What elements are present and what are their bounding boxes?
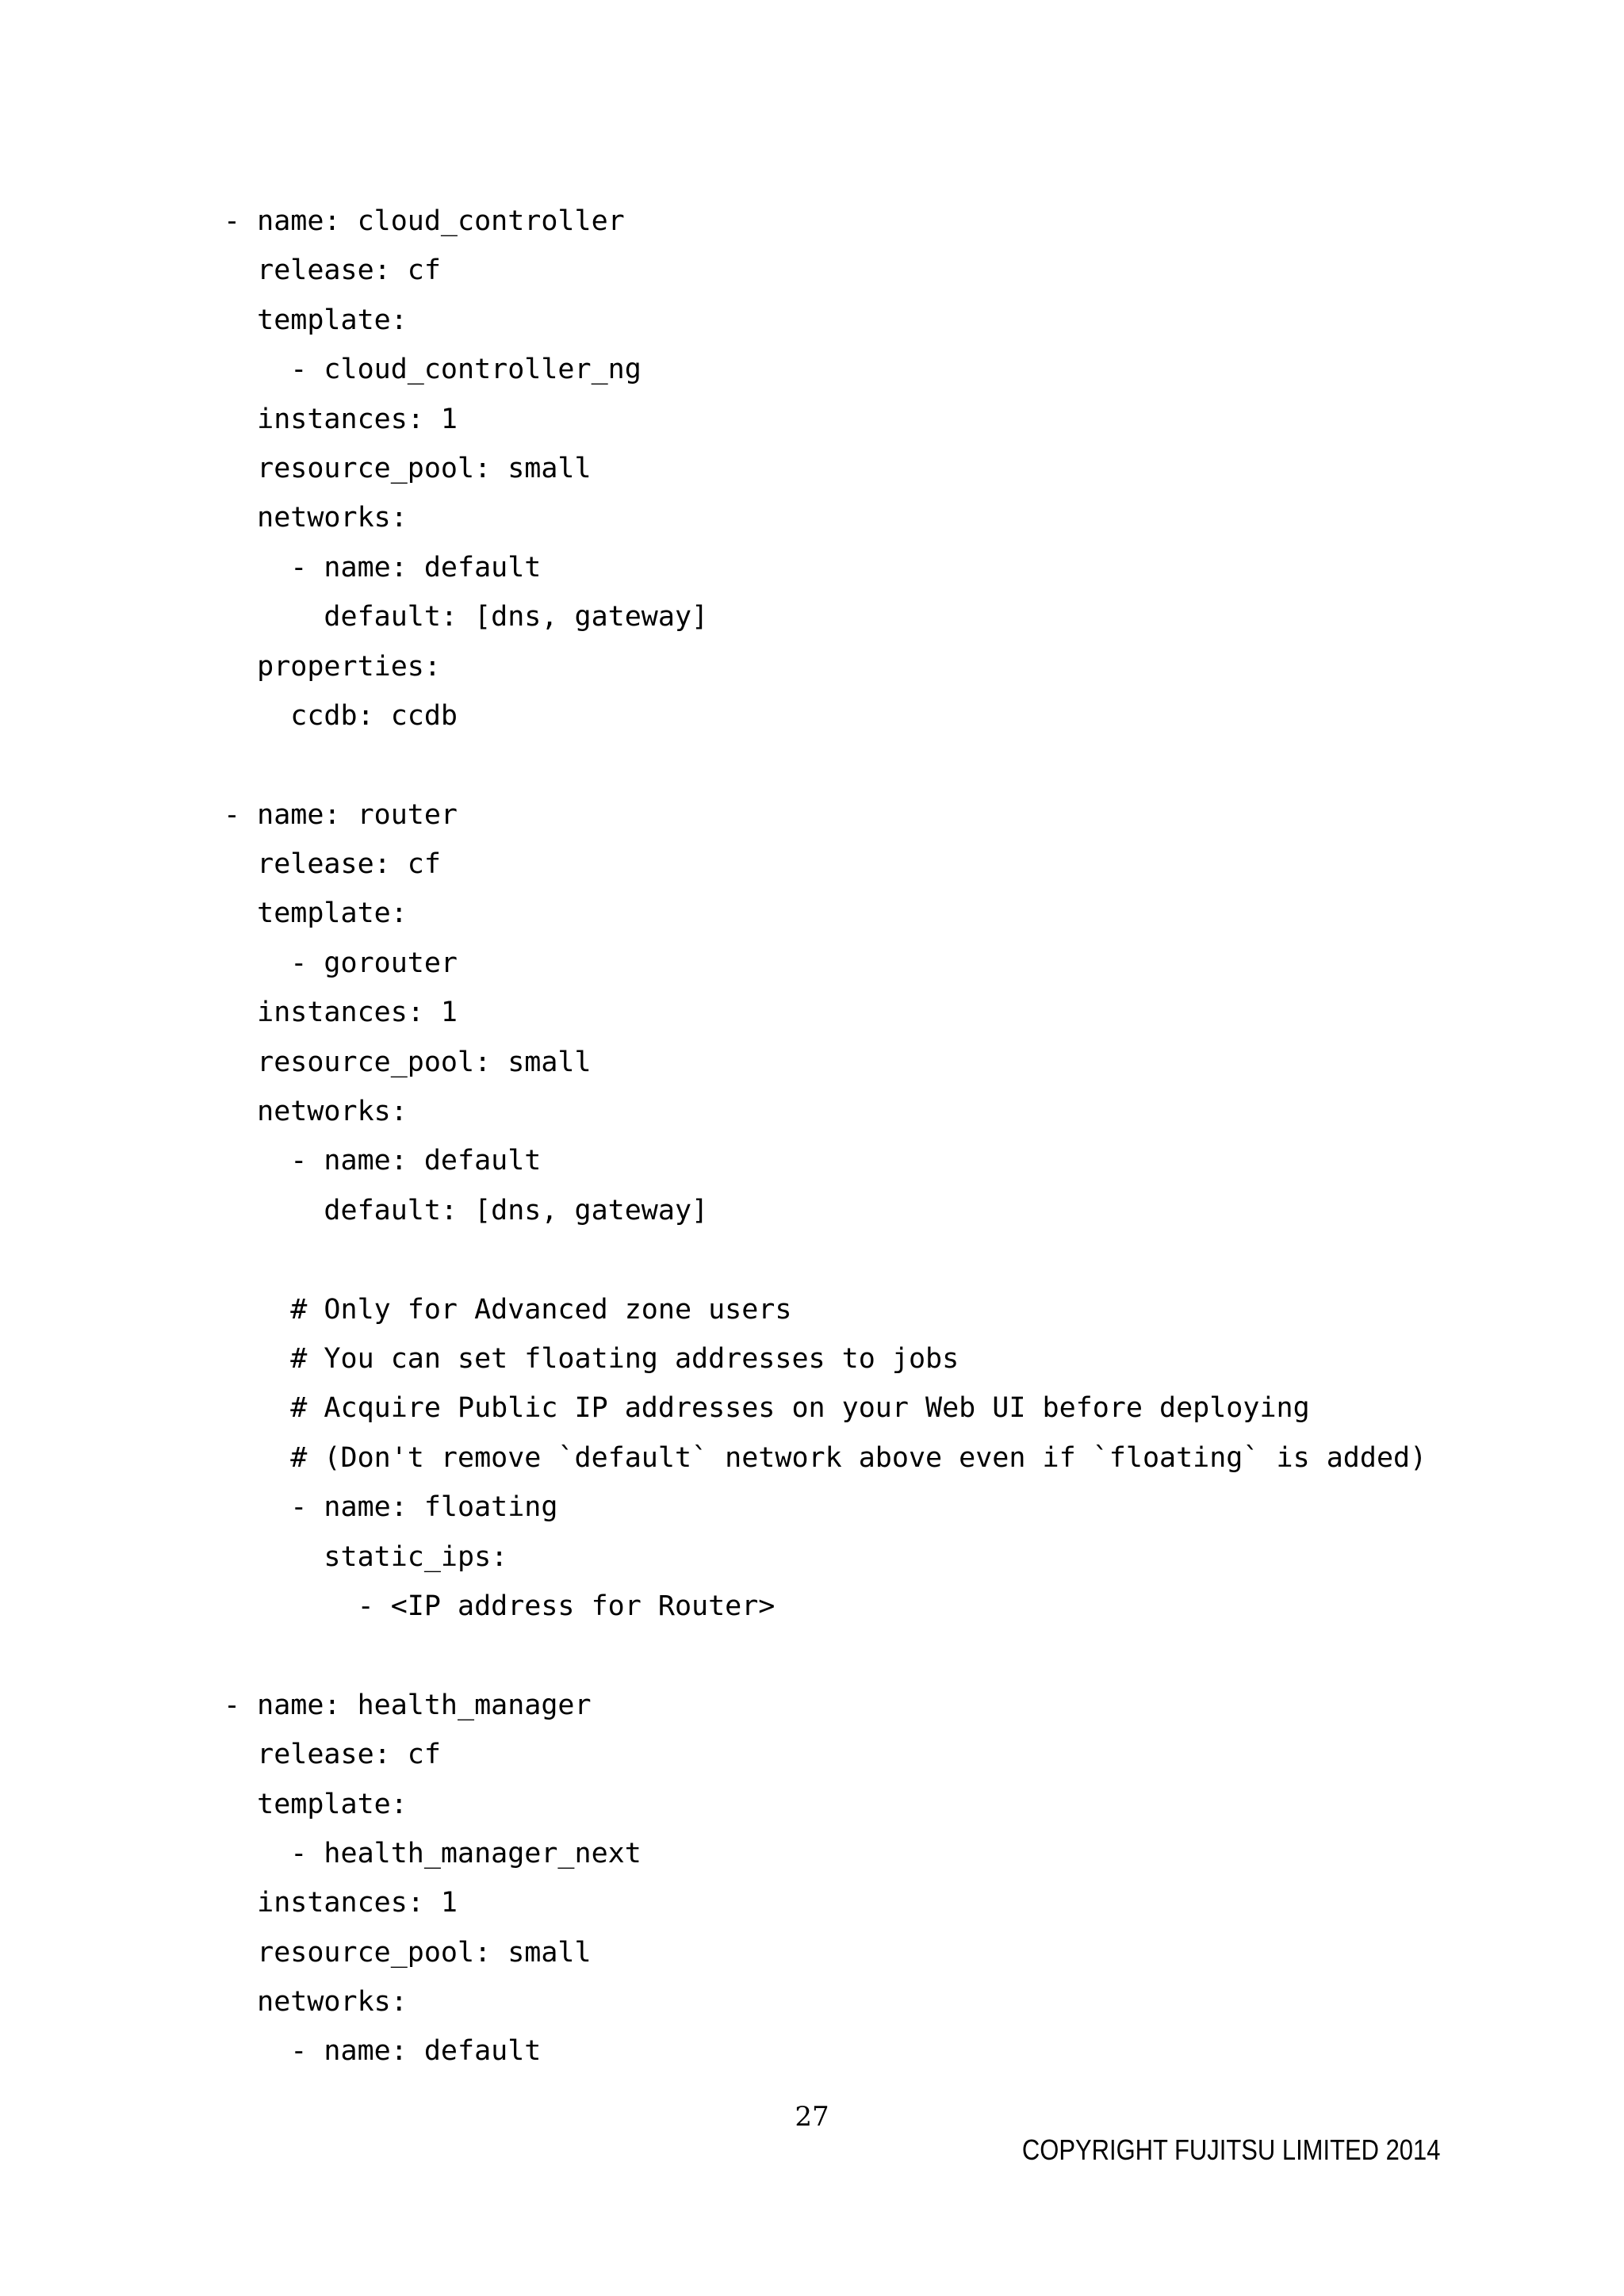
code-line: release: cf bbox=[224, 254, 441, 287]
code-line: - health_manager_next bbox=[224, 1837, 642, 1869]
code-line: - name: router bbox=[224, 798, 458, 831]
code-line: template: bbox=[224, 1788, 408, 1820]
code-line: # You can set floating addresses to jobs bbox=[224, 1342, 959, 1375]
code-line bbox=[224, 1631, 1427, 1680]
code-line: # Acquire Public IP addresses on your Web UI before deploying bbox=[224, 1392, 1310, 1425]
code-line: networks: bbox=[224, 1986, 408, 2019]
code-line: instances: 1 bbox=[224, 1887, 458, 1919]
copyright-notice: COPYRIGHT FUJITSU LIMITED 2014 bbox=[1021, 2133, 1440, 2166]
page-number: 27 bbox=[795, 2101, 829, 2133]
code-line: - name: default bbox=[224, 2035, 542, 2068]
code-line: networks: bbox=[224, 502, 408, 534]
yaml-code-block bbox=[224, 197, 1427, 2076]
code-line: - name: health_manager bbox=[224, 1689, 592, 1721]
code-line: default: [dns, gateway] bbox=[224, 1194, 709, 1226]
code-line: - <IP address for Router> bbox=[224, 1590, 776, 1622]
code-line: release: cf bbox=[224, 848, 441, 881]
code-line: resource_pool: small bbox=[224, 1046, 592, 1078]
code-line: template: bbox=[224, 304, 408, 336]
code-line bbox=[224, 740, 1427, 790]
code-line: default: [dns, gateway] bbox=[224, 601, 709, 633]
code-line: - gorouter bbox=[224, 947, 458, 979]
code-line: # Only for Advanced zone users bbox=[224, 1293, 792, 1326]
code-line bbox=[224, 1235, 1427, 1284]
code-line: - name: default bbox=[224, 1145, 542, 1177]
code-line: resource_pool: small bbox=[224, 1936, 592, 1969]
code-line: - name: default bbox=[224, 551, 542, 584]
code-line: static_ips: bbox=[224, 1540, 508, 1573]
code-line: resource_pool: small bbox=[224, 452, 592, 484]
code-line: # (Don't remove `default` network above even if `floating` is added) bbox=[224, 1441, 1427, 1474]
code-line: instances: 1 bbox=[224, 997, 458, 1029]
code-line: template: bbox=[224, 897, 408, 930]
code-line: networks: bbox=[224, 1096, 408, 1128]
code-line: instances: 1 bbox=[224, 403, 458, 435]
code-line: ccdb: ccdb bbox=[224, 699, 458, 732]
code-line: - cloud_controller_ng bbox=[224, 354, 642, 386]
code-line: - name: floating bbox=[224, 1491, 558, 1524]
code-line: release: cf bbox=[224, 1739, 441, 1771]
code-line: properties: bbox=[224, 650, 441, 683]
code-line: - name: cloud_controller bbox=[224, 205, 625, 237]
